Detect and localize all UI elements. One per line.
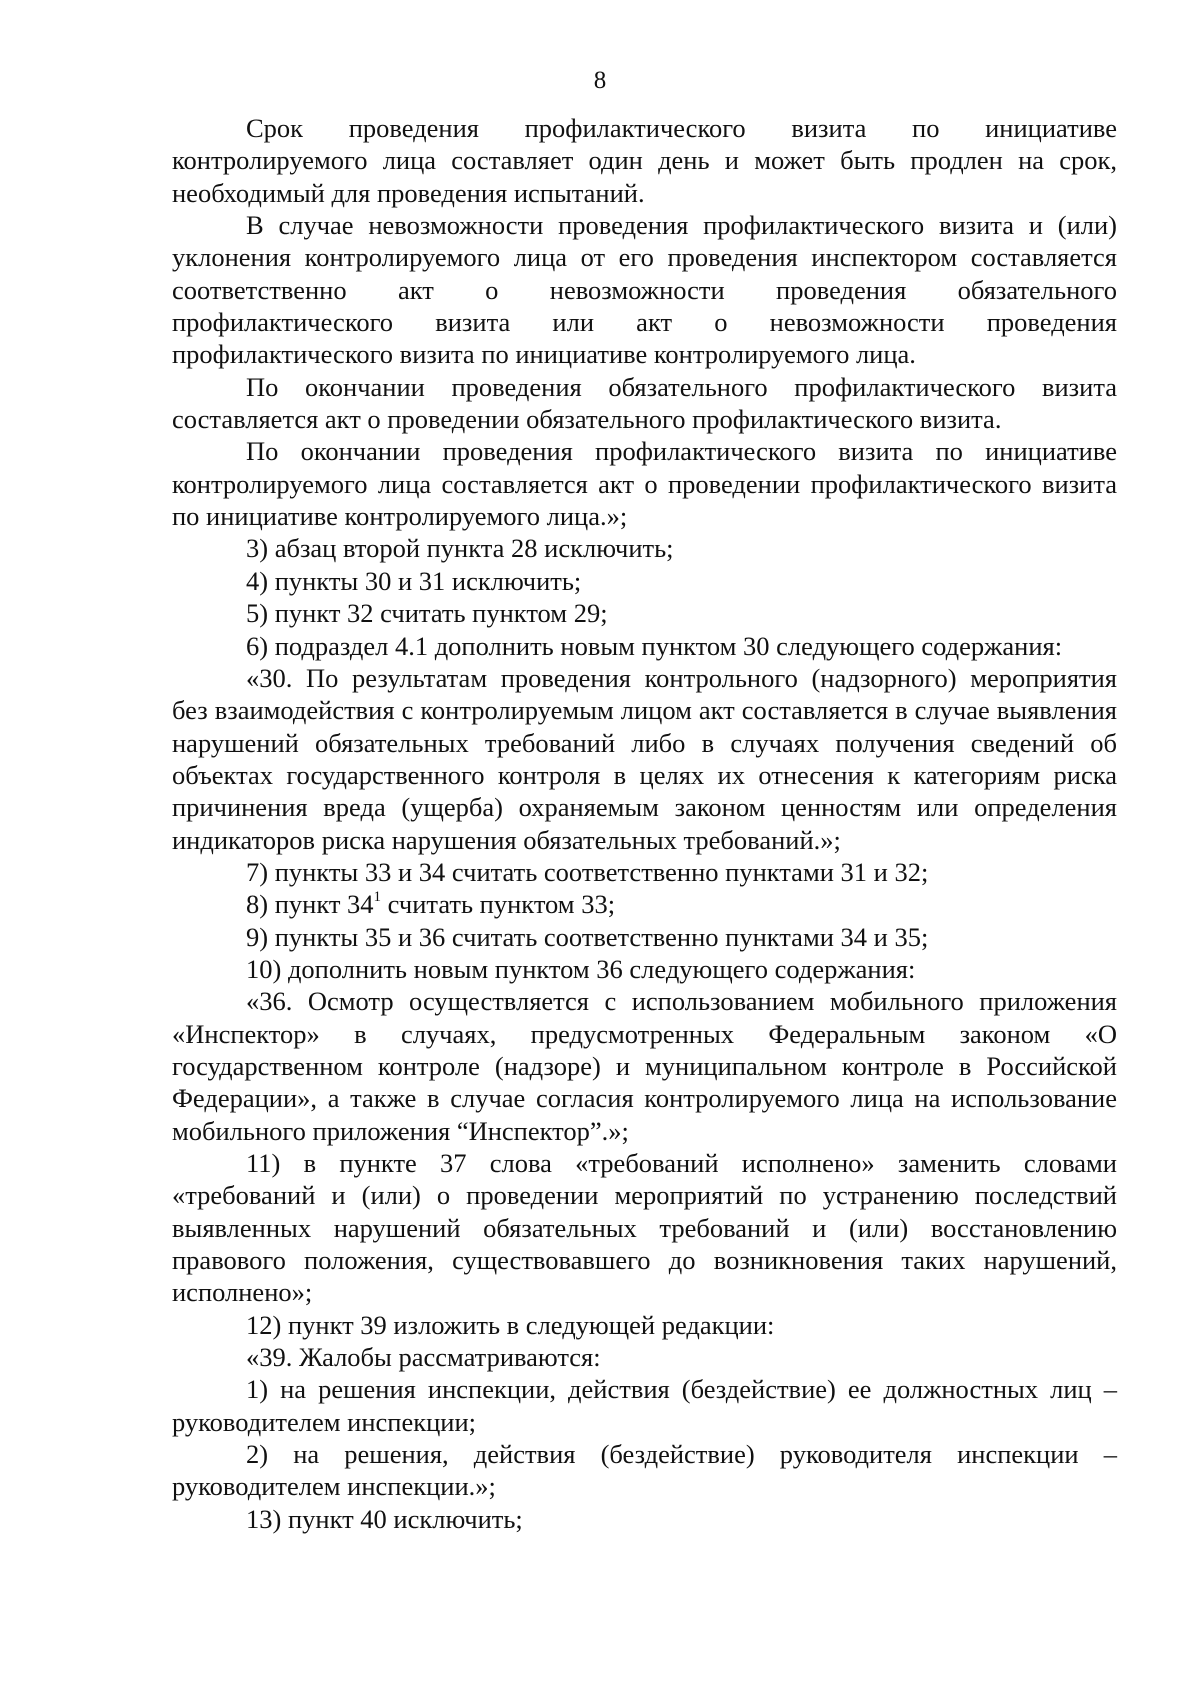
subitem-2: 2) на решения, действия (бездействие) руководителя инспекции – руководителем инспекции.»;: [172, 1439, 1117, 1502]
list-item-7: 7) пункты 33 и 34 считать соответственно пунктами 31 и 32;: [246, 856, 929, 887]
list-item-4: 4) пункты 30 и 31 исключить;: [246, 565, 582, 596]
list-item-6: 6) подраздел 4.1 дополнить новым пунктом 30 следующего содержания:: [246, 630, 1063, 661]
list-item-8: [172, 888, 1117, 920]
page-number: 8: [593, 67, 607, 94]
list-item-8-text-before: 8) пункт 34: [246, 889, 374, 920]
list-item-11: 11) в пункте 37 слова «требований исполнено» заменить словами «требований и (или) о проведении мероприятий по устранению последствий выявленных нарушений обязательных требований и (или) восстановлению правового положения, существовавшего до возникновения таких нарушений, исполнено»;: [172, 1148, 1117, 1308]
superscript-one: 1: [373, 889, 382, 906]
paragraph-point-39: «39. Жалобы рассматриваются:: [246, 1342, 601, 1373]
list-item-12: 12) пункт 39 изложить в следующей редакции:: [246, 1309, 775, 1340]
paragraph-initiative-visit-act: По окончании проведения профилактического визита по инициативе контролируемого лица составляется акт о проведении профилактического визита по инициативе контролируемого лица.»;: [172, 436, 1117, 532]
subitem-1: 1) на решения инспекции, действия (бездействие) ее должностных лиц – руководителем инспекции;: [172, 1374, 1117, 1437]
list-item-13: 13) пункт 40 исключить;: [246, 1503, 523, 1534]
list-item-10: 10) дополнить новым пунктом 36 следующего содержания:: [246, 953, 916, 984]
list-item-5: 5) пункт 32 считать пунктом 29;: [246, 598, 608, 629]
list-item-3: 3) абзац второй пункта 28 исключить;: [246, 533, 674, 564]
paragraph-point-30: «30. По результатам проведения контрольного (надзорного) мероприятия без взаимодействия с контролируемым лицом акт составляется в случае выявления нарушений обязательных требований либо в случаях получения сведений об объектах государственного контроля в целях их отнесения к категориям риска причинения вреда (ущерба) охраняемым законом ценностям или определения индикаторов риска нарушения обязательных требований.»;: [172, 662, 1117, 855]
paragraph-point-36: «36. Осмотр осуществляется с использованием мобильного приложения «Инспектор» в случаях, предусмотренных Федеральным законом «О государственном контроле (надзоре) и муниципальном контроле в Российской Федерации», а также в случае согласия контролируемого лица на использование мобильного приложения “Инспектор”.»;: [172, 986, 1117, 1146]
list-item-8-text-after: считать пунктом 33;: [381, 889, 616, 920]
paragraph-mandatory-visit-act: По окончании проведения обязательного профилактического визита составляется акт о проведении обязательного профилактического визита.: [172, 371, 1117, 435]
paragraph-visit-duration: Срок проведения профилактического визита по инициативе контролируемого лица составляет один день и может быть продлен на срок, необходимый для проведения испытаний.: [172, 113, 1117, 208]
document-body: [172, 112, 1117, 1535]
paragraph-visit-impossibility: В случае невозможности проведения профилактического визита и (или) уклонения контролируемого лица от его проведения инспектором составляется соответственно акт о невозможности проведения обязательного профилактического визита или акт о невозможности проведения профилактического визита по инициативе контролируемого лица.: [172, 210, 1117, 370]
list-item-9: 9) пункты 35 и 36 считать соответственно пунктами 34 и 35;: [246, 921, 929, 952]
